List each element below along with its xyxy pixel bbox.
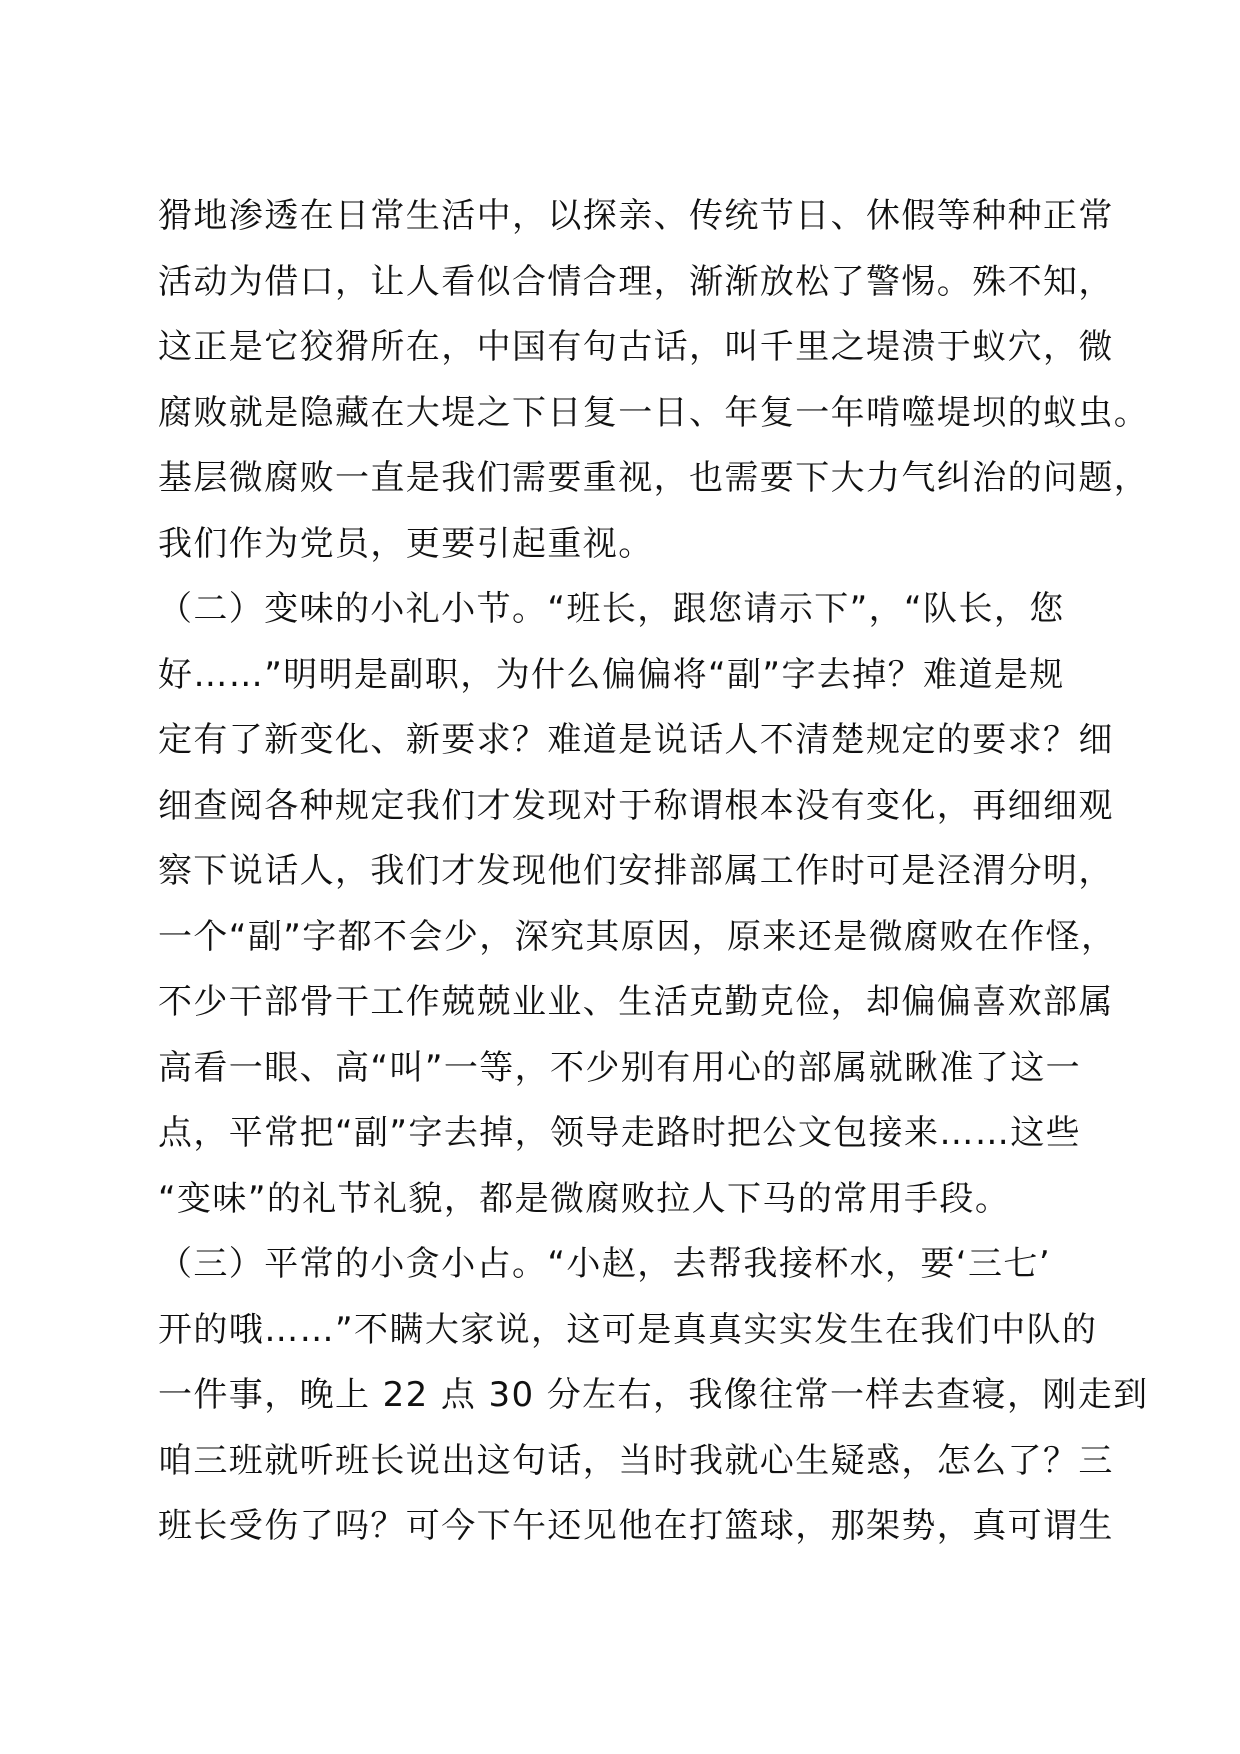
text-line: 察下说话人，我们才发现他们安排部属工作时可是泾渭分明， (158, 851, 1114, 891)
text-line: 好……”明明是副职，为什么偏偏将“副”字去掉？难道是规 (158, 654, 1065, 695)
section-heading-3: （三）平常的小贪小占。“小赵，去帮我接杯水，要‘三七’ (158, 1244, 1052, 1284)
text-line: “变味”的礼节礼貌，都是微腐败拉人下马的常用手段。 (158, 1178, 1011, 1219)
text-line: 定有了新变化、新要求？难道是说话人不清楚规定的要求？细 (158, 720, 1114, 760)
text-line: 一件事，晚上 22 点 30 分左右，我像往常一样去查寝，刚走到 (158, 1375, 1149, 1415)
text-line: 开的哦……”不瞒大家说，这可是真真实实发生在我们中队的 (158, 1309, 1098, 1350)
section-heading-2: （二）变味的小礼小节。“班长，跟您请示下”，“队长，您 (158, 589, 1065, 629)
text-line: 细查阅各种规定我们才发现对于称谓根本没有变化，再细细观 (158, 785, 1114, 826)
text-line: 这正是它狡猾所在，中国有句古话，叫千里之堤溃于蚁穴，微 (158, 327, 1114, 367)
text-line: 不少干部骨干工作兢兢业业、生活克勤克俭，却偏偏喜欢部属 (158, 982, 1114, 1022)
text-line: 腐败就是隐藏在大堤之下日复一日、年复一年啃噬堤坝的蚁虫。 (158, 392, 1150, 433)
text-line: 咱三班就听班长说出这句话，当时我就心生疑惑，怎么了？三 (158, 1440, 1114, 1481)
body-text (158, 184, 1150, 1560)
text-line: 一个“副”字都不会少，深究其原因，原来还是微腐败在作怪， (158, 916, 1117, 957)
text-line: 基层微腐败一直是我们需要重视，也需要下大力气纠治的问题， (158, 458, 1150, 498)
text-line: 高看一眼、高“叫”一等，不少别有用心的部属就瞅准了这一 (158, 1047, 1082, 1088)
text-line: 点，平常把“副”字去掉，领导走路时把公文包接来……这些 (158, 1113, 1082, 1153)
text-line: 活动为借口，让人看似合情合理，渐渐放松了警惕。殊不知， (158, 261, 1114, 302)
text-line: 班长受伤了吗？可今下午还见他在打篮球，那架势，真可谓生 (158, 1506, 1114, 1546)
text-line: 猾地渗透在日常生活中，以探亲、传统节日、休假等种种正常 (158, 196, 1114, 236)
text-line: 我们作为党员，更要引起重视。 (158, 523, 654, 564)
